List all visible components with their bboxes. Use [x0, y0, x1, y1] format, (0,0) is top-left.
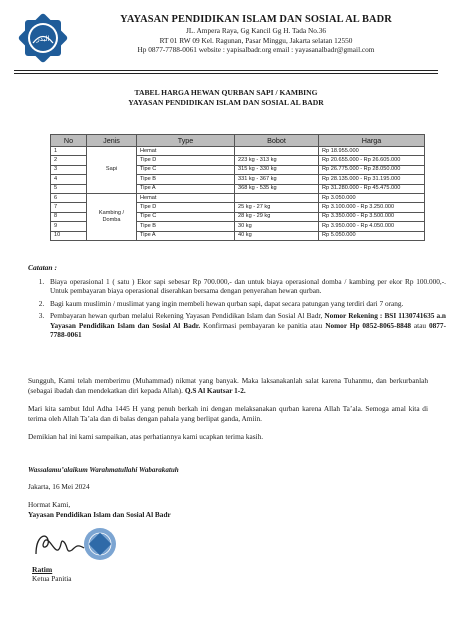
- letterhead: [80, 13, 432, 55]
- cell-jenis-kambing: Kambing / Domba: [87, 193, 137, 240]
- notes-label: Catatan :: [28, 263, 57, 272]
- cell-harga: Rp 5.050.000: [319, 231, 425, 240]
- letterhead-divider-thick: [14, 70, 438, 71]
- cell-no: 10: [51, 231, 87, 240]
- logo-arabic-text: البدر: [36, 35, 50, 43]
- contact-phone-2: 0877-7788-0061: [50, 320, 446, 340]
- cell-harga: Rp 3.100.000 - Rp 3.250.000: [319, 203, 425, 212]
- quran-text: Sungguh, Kami telah memberimu (Muhammad) nikmat yang banyak. Maka laksanakanlah salat karena Tuhanmu, dan berkurbanlah (sebagai ibadah dan mendekatkan diri kepada Allah).: [28, 376, 428, 395]
- cell-jenis-sapi: Sapi: [87, 147, 137, 194]
- cell-type: Tipe B: [137, 222, 235, 231]
- signer-name: Ratim: [32, 565, 53, 574]
- table-row: [51, 147, 425, 156]
- cell-type: Tipe D: [137, 203, 235, 212]
- closing-salam: Wassalamu’alaikum Warahmatullahi Wabarakatuh: [28, 466, 179, 474]
- note3-text-a: Pembayaran hewan qurban melalui Rekening Yayasan Pendidikan Islam dan Sosial Al Badr,: [50, 311, 325, 321]
- col-header-harga: Harga: [319, 135, 425, 147]
- cell-no: 1: [51, 147, 87, 156]
- cell-bobot: 315 kg - 330 kg: [235, 165, 319, 174]
- yayasan-logo-icon: [15, 10, 71, 66]
- cell-harga: Rp 3.950.000 - Rp 4.050.000: [319, 222, 425, 231]
- cell-no: 8: [51, 212, 87, 221]
- letterhead-divider-thin: [14, 73, 438, 74]
- note-item-3: [46, 311, 446, 339]
- cell-no: 2: [51, 156, 87, 165]
- cell-type: Tipe D: [137, 156, 235, 165]
- cell-bobot: [235, 147, 319, 156]
- cell-no: 4: [51, 175, 87, 184]
- cell-bobot: 223 kg - 313 kg: [235, 156, 319, 165]
- cell-bobot: 368 kg - 535 kg: [235, 184, 319, 193]
- cell-bobot: 30 kg: [235, 222, 319, 231]
- note3-text-c: atau: [411, 320, 429, 330]
- cell-type: Tipe C: [137, 212, 235, 221]
- title-line-2: YAYASAN PENDIDIKAN ISLAM DAN SOSIAL AL BADR: [128, 98, 324, 107]
- cell-no: 3: [51, 165, 87, 174]
- cell-harga: Rp 3.050.000: [319, 193, 425, 202]
- contact-phone-1: Nomor Hp 0852-8065-8848: [325, 320, 412, 330]
- table-row: [51, 193, 425, 202]
- col-header-type: Type: [137, 135, 235, 147]
- cell-bobot: 40 kg: [235, 231, 319, 240]
- col-header-bobot: Bobot: [235, 135, 319, 147]
- address-line-1: JL. Ampera Raya, Gg Kancil Gg H. Tada No.36: [186, 26, 326, 35]
- cell-bobot: 331 kg - 367 kg: [235, 175, 319, 184]
- note-item-1: 1. Biaya operasional 1 ( satu ) Ekor sapi sebesar Rp 700.000,- dan untuk biaya operasional domba / kambing per ekor Rp 100.000,-. Untuk pembayaran biaya operasional diserahkan bersama dengan penyerahan hewan qurban.: [46, 277, 446, 296]
- quran-reference: Q.S Al Kautsar 1-2.: [184, 385, 246, 395]
- price-table: [50, 134, 425, 241]
- cell-bobot: [235, 193, 319, 202]
- col-header-jenis: Jenis: [87, 135, 137, 147]
- cell-harga: Rp 31.280.000 - Rp 45.475.000: [319, 184, 425, 193]
- closing-paragraph: Demikian hal ini kami sampaikan, atas perhatiannya kami ucapkan terima kasih.: [28, 432, 264, 441]
- cell-bobot: 25 kg - 27 kg: [235, 203, 319, 212]
- cell-no: 6: [51, 193, 87, 202]
- address-line-2: RT 01 RW 09 Kel. Ragunan, Pasar Minggu, Jakarta selatan 12550: [159, 35, 353, 45]
- cell-type: Hemat: [137, 147, 235, 156]
- regards-block: [28, 500, 171, 519]
- cell-no: 5: [51, 184, 87, 193]
- regards-text: Hormat Kami,: [28, 500, 71, 509]
- cell-type: Tipe A: [137, 231, 235, 240]
- cell-bobot: 28 kg - 29 kg: [235, 212, 319, 221]
- cell-type: Tipe B: [137, 175, 235, 184]
- regards-org: Yayasan Pendidikan Islam dan Sosial Al Badr: [28, 509, 171, 519]
- cell-harga: Rp 18.955.000: [319, 147, 425, 156]
- cell-harga: Rp 26.775.000 - Rp 28.050.000: [319, 165, 425, 174]
- bank-account-info: Nomor Rekening : BSI 1130741635 a.n Yayasan Pendidikan Islam dan Sosial Al Badr.: [50, 311, 446, 330]
- note-item-2: 2. Bagi kaum muslimin / muslimat yang ingin membeli hewan qurban sapi, dapat secara patungan yang terdiri dari 7 orang.: [46, 299, 446, 308]
- quran-paragraph: [28, 376, 428, 395]
- cell-no: 9: [51, 222, 87, 231]
- col-header-no: No: [51, 135, 87, 147]
- cell-type: Tipe A: [137, 184, 235, 193]
- document-title: [0, 88, 452, 108]
- cell-harga: Rp 20.655.000 - Rp 26.605.000: [319, 156, 425, 165]
- org-name: YAYASAN PENDIDIKAN ISLAM DAN SOSIAL AL BADR: [120, 14, 392, 25]
- notes-list: [28, 277, 446, 342]
- cell-type: Tipe C: [137, 165, 235, 174]
- contact-line: Hp 0877-7788-0061 website : yapisalbadr.org email : yayasanalbadr@gmail.com: [137, 45, 375, 55]
- signer-title: Ketua Panitia: [32, 574, 72, 583]
- invitation-paragraph: Mari kita sambut Idul Adha 1445 H yang penuh berkah ini dengan melaksanakan qurban karena Allah Ta’ala. Semoga amal kita di terima oleh Allah Ta’ala dan di balas dengan pahala yang berlipat ganda, Amiin.: [28, 404, 428, 423]
- cell-type: Hemat: [137, 193, 235, 202]
- signature-stamp-icon: [32, 524, 132, 564]
- cell-harga: Rp 28.135.000 - Rp 31.195.000: [319, 175, 425, 184]
- note3-text-b: Konfirmasi pembayaran ke panitia atau: [200, 320, 326, 330]
- letter-date: Jakarta, 16 Mei 2024: [28, 482, 90, 491]
- cell-harga: Rp 3.350.000 - Rp 3.500.000: [319, 212, 425, 221]
- title-line-1: TABEL HARGA HEWAN QURBAN SAPI / KAMBING: [134, 88, 318, 97]
- table-header-row: [51, 135, 425, 147]
- cell-no: 7: [51, 203, 87, 212]
